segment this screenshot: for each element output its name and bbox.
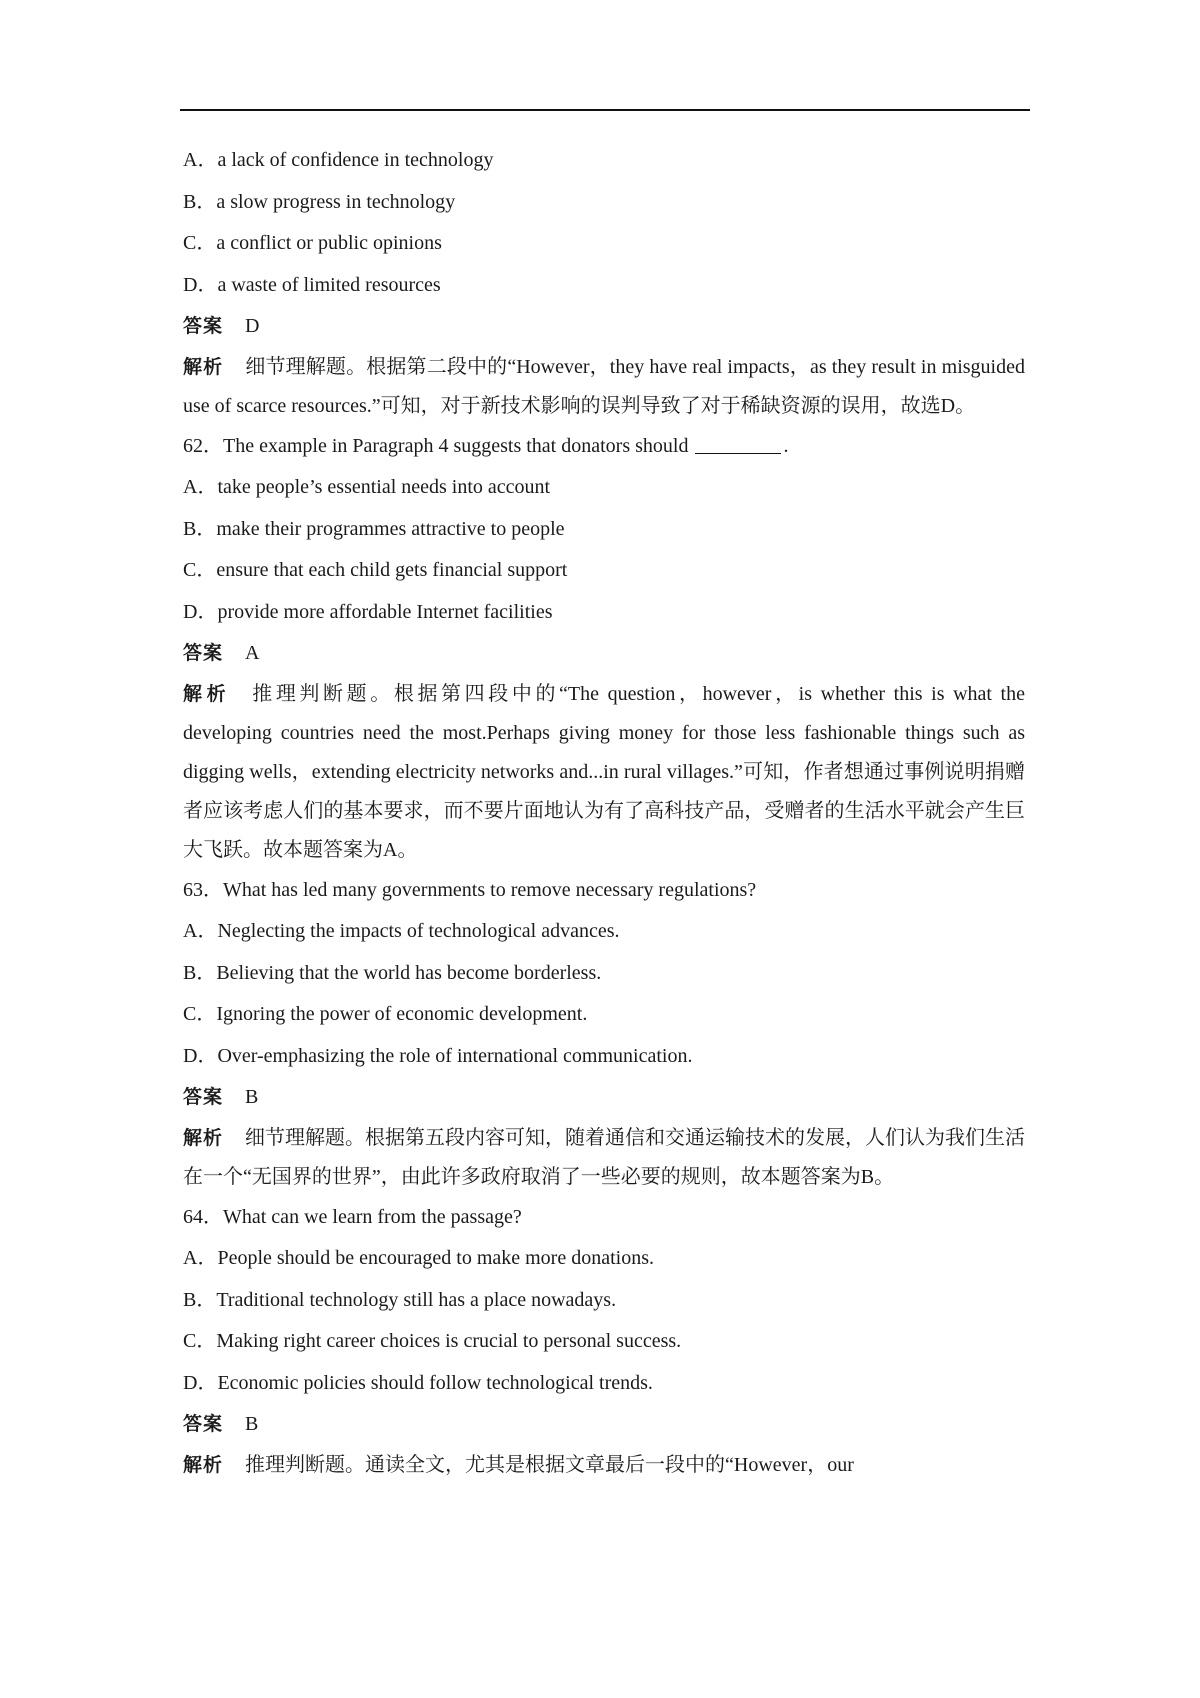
document-body bbox=[183, 140, 1025, 1485]
answer-label: 答案 bbox=[183, 1086, 224, 1108]
answer-label: 答案 bbox=[183, 642, 224, 664]
question-64 bbox=[183, 1197, 1025, 1485]
question-suffix: . bbox=[783, 434, 789, 457]
analysis-text: 推理判断题。通读全文，尤其是根据文章最后一段中的“However，our bbox=[245, 1453, 854, 1476]
option-d: D．a waste of limited resources bbox=[183, 273, 441, 296]
analysis-paragraph bbox=[183, 675, 1025, 870]
option-c: C．Making right career choices is crucial to personal success. bbox=[183, 1330, 682, 1352]
analysis-paragraph bbox=[183, 348, 1025, 426]
option-d: D．Economic policies should follow technological trends. bbox=[183, 1371, 653, 1394]
analysis-label: 解析 bbox=[183, 1126, 224, 1149]
option-b: B．Traditional technology still has a place nowadays. bbox=[183, 1288, 617, 1311]
option-c: C．ensure that each child gets financial support bbox=[183, 559, 568, 581]
answer-line bbox=[183, 1077, 1025, 1119]
option-b: B．a slow progress in technology bbox=[183, 190, 456, 213]
answer-value: A bbox=[245, 642, 260, 664]
analysis-text: 细节理解题。根据第二段中的“However，they have real impacts，as they result in misguided use of scarce resources.”可知，对于新技术影响的误判导致了对于稀缺资源的误用，故选D。 bbox=[183, 355, 1025, 417]
analysis-paragraph bbox=[183, 1446, 1025, 1485]
question-stem bbox=[183, 426, 1025, 468]
answer-value: B bbox=[245, 1413, 259, 1435]
answer-label: 答案 bbox=[183, 1413, 224, 1435]
option-c: C．a conflict or public opinions bbox=[183, 232, 442, 254]
answer-value: B bbox=[245, 1086, 259, 1108]
analysis-label: 解析 bbox=[183, 355, 224, 378]
analysis-text: 推理判断题。根据第四段中的“The question，however，is whether this is what the developing countries need the most.Perhaps giving money for those less fashionable things such as digging wells，extending electricity networks and...in rural villages.”可知，作者想通过事例说明捐赠者应该考虑人们的基本要求，而不要片面地认为有了高科技产品，受赠者的生活水平就会产生巨大飞跃。故本题答案为A。 bbox=[183, 682, 1025, 861]
answer-value: D bbox=[245, 315, 260, 337]
question-62 bbox=[183, 426, 1025, 870]
option-d: D．provide more affordable Internet facilities bbox=[183, 600, 553, 623]
answer-line bbox=[183, 306, 1025, 348]
answer-label: 答案 bbox=[183, 315, 224, 337]
answer-line bbox=[183, 633, 1025, 675]
analysis-paragraph bbox=[183, 1119, 1025, 1197]
option-c: C．Ignoring the power of economic development. bbox=[183, 1003, 588, 1025]
analysis-text: 细节理解题。根据第五段内容可知，随着通信和交通运输技术的发展，人们认为我们生活在一个“无国界的世界”，由此许多政府取消了一些必要的规则，故本题答案为B。 bbox=[183, 1126, 1026, 1188]
question-63 bbox=[183, 870, 1025, 1197]
option-a: A．a lack of confidence in technology bbox=[183, 149, 494, 171]
option-b: B．make their programmes attractive to people bbox=[183, 517, 565, 540]
option-d: D．Over-emphasizing the role of international communication. bbox=[183, 1044, 693, 1067]
question-61 bbox=[183, 140, 1025, 426]
option-a: A．Neglecting the impacts of technological advances. bbox=[183, 920, 620, 942]
analysis-label: 解析 bbox=[183, 1453, 224, 1476]
option-b: B．Believing that the world has become borderless. bbox=[183, 961, 602, 984]
option-a: A．People should be encouraged to make more donations. bbox=[183, 1247, 654, 1269]
analysis-label: 解析 bbox=[183, 682, 231, 705]
option-a: A．take people’s essential needs into account bbox=[183, 476, 551, 498]
answer-blank bbox=[695, 435, 781, 454]
question-stem: 64．What can we learn from the passage? bbox=[183, 1205, 522, 1228]
header-rule bbox=[180, 109, 1030, 111]
answer-line bbox=[183, 1404, 1025, 1446]
question-text: 62．The example in Paragraph 4 suggests that donators should bbox=[183, 434, 694, 457]
question-stem: 63．What has led many governments to remove necessary regulations? bbox=[183, 878, 757, 901]
